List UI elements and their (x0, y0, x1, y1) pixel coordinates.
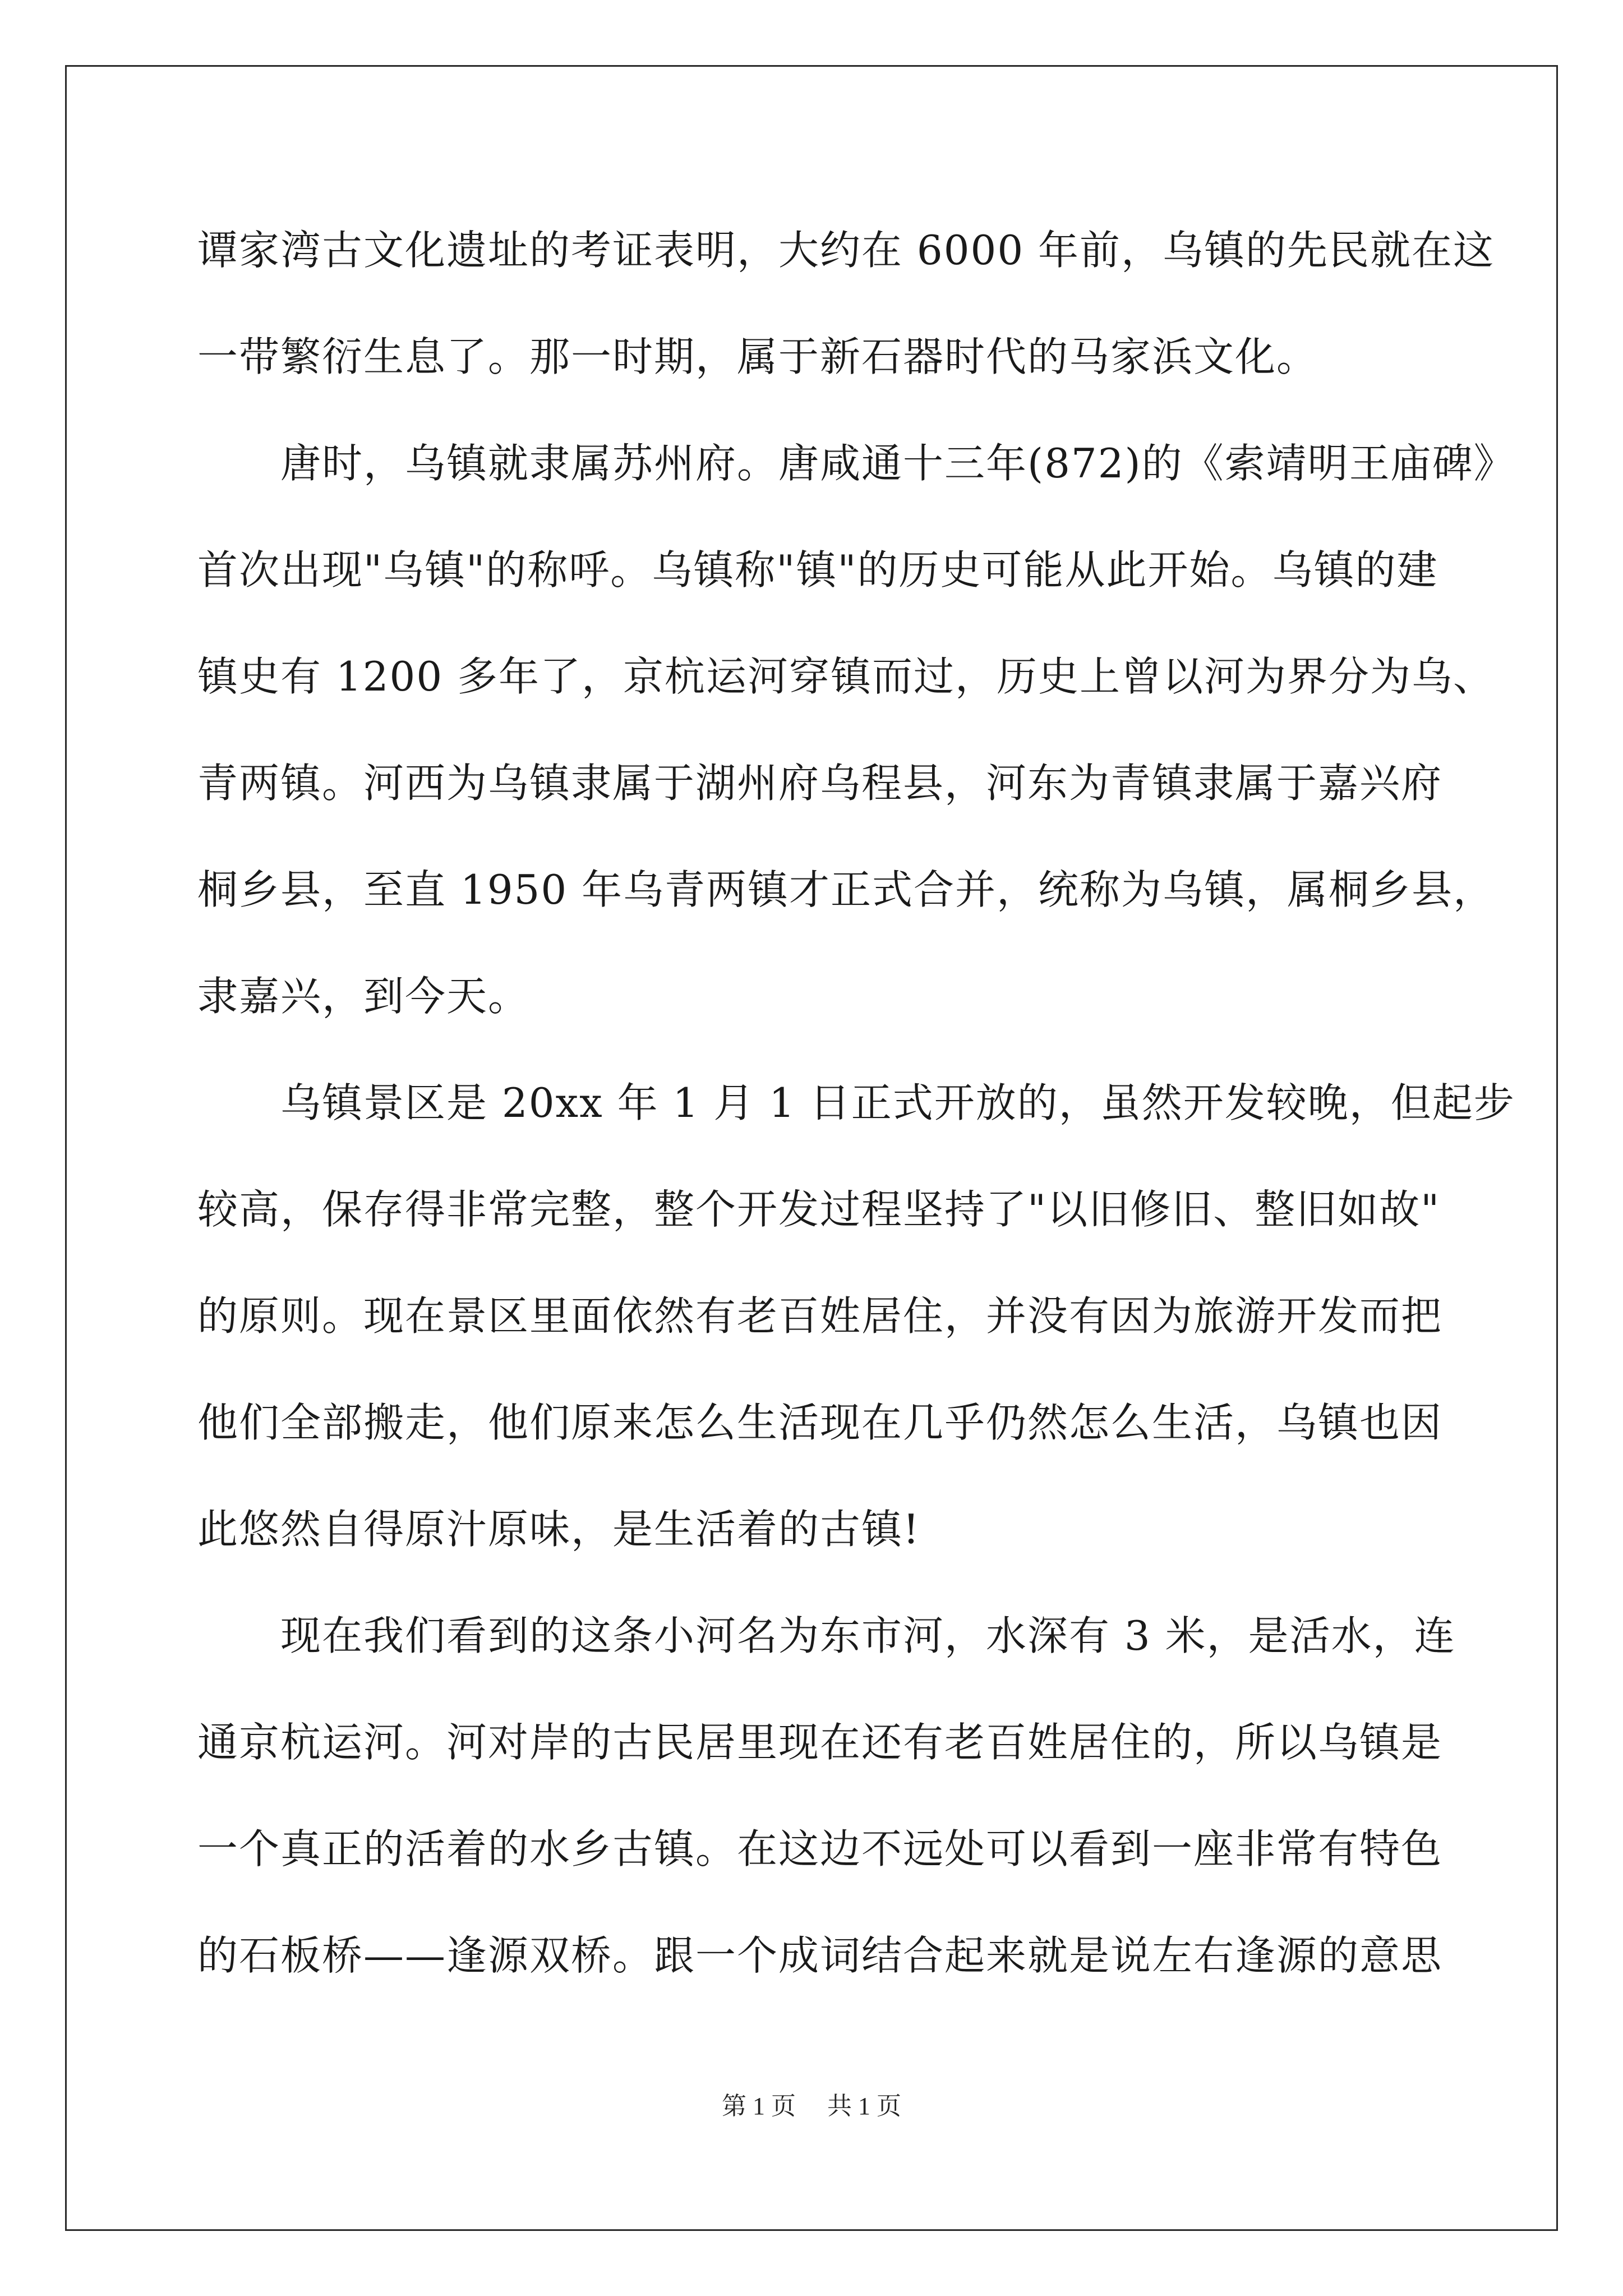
body-line: 谭家湾古文化遗址的考证表明，大约在 6000 年前，乌镇的先民就在这 (197, 227, 1495, 274)
page-number-current: 第 1 页 (722, 2092, 796, 2120)
page-number-total: 共 1 页 (827, 2092, 901, 2120)
body-line: 此悠然自得原汁原味，是生活着的古镇! (197, 1506, 920, 1553)
body-line: 一个真正的活着的水乡古镇。在这边不远处可以看到一座非常有特色 (197, 1825, 1443, 1872)
body-line: 镇史有 1200 多年了，京杭运河穿镇而过，历史上曾以河为界分为乌、 (197, 653, 1495, 700)
body-line: 乌镇景区是 20xx 年 1 月 1 日正式开放的，虽然开发较晚，但起步 (280, 1079, 1515, 1126)
body-line: 现在我们看到的这条小河名为东市河，水深有 3 米，是活水，连 (280, 1612, 1456, 1659)
body-line: 的石板桥——逢源双桥。跟一个成词结合起来就是说左右逢源的意思 (197, 1932, 1443, 1979)
body-line: 的原则。现在景区里面依然有老百姓居住，并没有因为旅游开发而把 (197, 1292, 1443, 1340)
body-line: 隶嘉兴，到今天。 (197, 973, 530, 1020)
page-footer (0, 2090, 1623, 2123)
body-line: 他们全部搬走，他们原来怎么生活现在几乎仍然怎么生活，乌镇也因 (197, 1399, 1443, 1446)
body-line: 首次出现"乌镇"的称呼。乌镇称"镇"的历史可能从此开始。乌镇的建 (197, 546, 1438, 593)
body-line: 桐乡县，至直 1950 年乌青两镇才正式合并，统称为乌镇，属桐乡县， (197, 866, 1495, 913)
body-line: 一带繁衍生息了。那一时期，属于新石器时代的马家浜文化。 (197, 333, 1318, 380)
page-border (65, 65, 1558, 2231)
body-line: 通京杭运河。河对岸的古民居里现在还有老百姓居住的，所以乌镇是 (197, 1719, 1443, 1766)
body-line: 唐时，乌镇就隶属苏州府。唐咸通十三年(872)的《索靖明王庙碑》 (280, 440, 1515, 487)
body-line: 青两镇。河西为乌镇隶属于湖州府乌程县，河东为青镇隶属于嘉兴府 (197, 760, 1443, 807)
body-line: 较高，保存得非常完整，整个开发过程坚持了"以旧修旧、整旧如故" (197, 1186, 1441, 1233)
